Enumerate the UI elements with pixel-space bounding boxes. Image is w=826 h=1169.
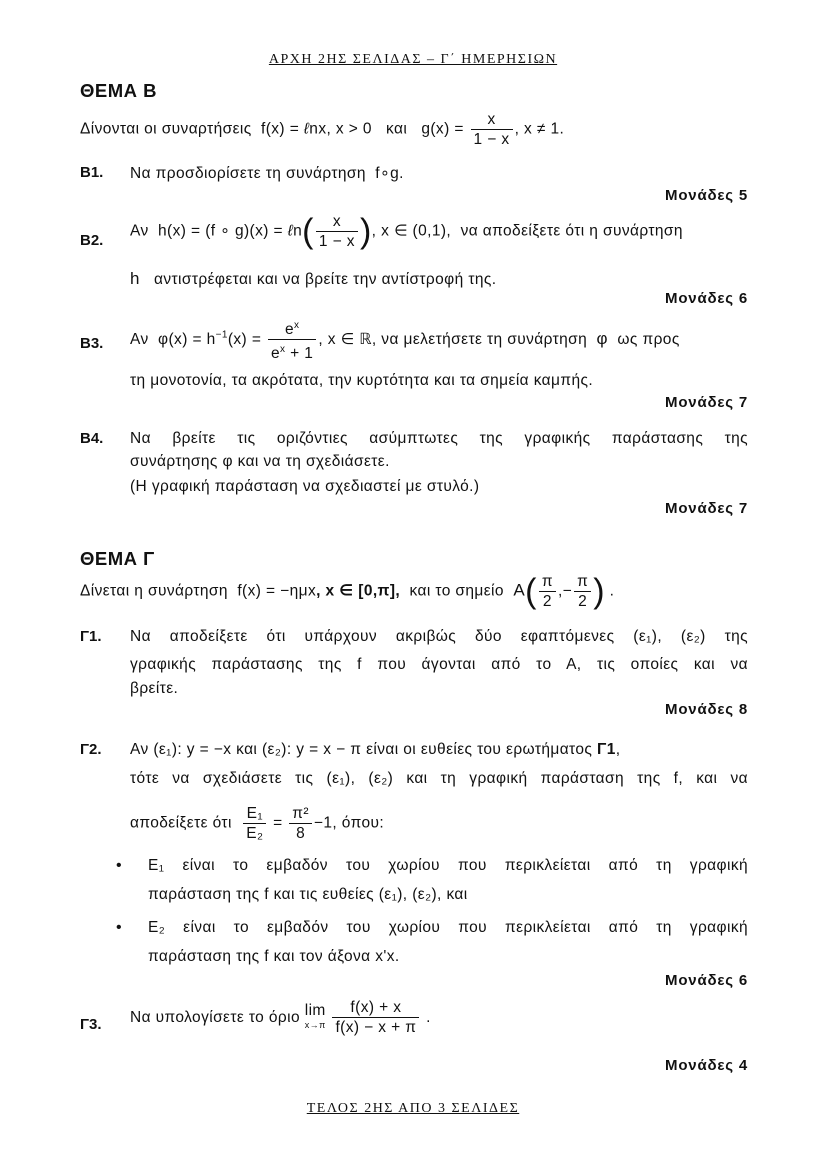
b2-question-line1 [130, 212, 748, 251]
b1-label: Β1. [80, 164, 104, 181]
eight: 8 [296, 825, 306, 842]
a-fraction2 [574, 572, 591, 611]
a-num1: π [539, 572, 556, 592]
b2-fraction [316, 212, 358, 251]
b3-num-e: e [284, 321, 294, 339]
b2-ln: n [293, 222, 303, 240]
bullet2-line2: παράσταση της f και τον άξονα x'x. [148, 948, 400, 965]
paren-close: ) [593, 572, 605, 611]
g-definition: g(x) = [421, 120, 464, 138]
b3-text: , να μελετήσετε τη συνάρτηση [371, 330, 588, 348]
page-footer: ΤΕΛΟΣ 2ΗΣ ΑΠΟ 3 ΣΕΛΙΔΕΣ [306, 1101, 520, 1116]
g2-line1-text: Αν (ε₁): y = −x και (ε₂): y = x − π είναι οι ευθείες του ερωτήματος [130, 741, 593, 758]
e1: E₁ [243, 804, 266, 824]
a-fraction1 [539, 572, 556, 611]
e-ratio-fraction [243, 804, 266, 843]
g2-prove-text: αποδείξετε ότι [130, 814, 232, 832]
a-den1: 2 [542, 593, 552, 610]
g3-fraction [332, 998, 419, 1037]
b3-sup: −1 [215, 329, 228, 341]
thema-b-intro [80, 110, 564, 149]
g2-comma: , [615, 741, 621, 758]
g3-denominator: f(x) − x + π [335, 1019, 417, 1036]
b3-den-sup: x [280, 344, 286, 356]
b2-numerator: x [316, 212, 358, 232]
lim-word: lim [304, 1001, 326, 1019]
g-f-definition: f(x) = −ημx [237, 582, 317, 600]
b4-points: Μονάδες 7 [665, 500, 748, 517]
g1-line1: Να αποδείξετε ότι υπάρχουν ακριβώς δύο εφαπτόμενες (ε₁), (ε₂) της [130, 628, 748, 645]
b2-denominator: 1 − x [318, 233, 355, 250]
a-sep: ,− [557, 582, 573, 600]
g3-text: Να υπολογίσετε το όριο [130, 1008, 301, 1026]
a-den2: 2 [578, 593, 588, 610]
g-fraction [471, 110, 513, 149]
b3-points: Μονάδες 7 [665, 394, 748, 411]
point-a-label: A [513, 580, 526, 600]
b3-label: Β3. [80, 335, 104, 352]
b2-points: Μονάδες 6 [665, 290, 748, 307]
b2-pre: Αν [130, 222, 149, 240]
b2-condition: , x ∈ (0,1), [371, 222, 452, 240]
bullet-dot-icon: • [116, 857, 122, 874]
thema-g-title: ΘΕΜΑ Γ [80, 548, 155, 569]
bullet1-line2: παράσταση της f και τις ευθείες (ε₁), (ε₂), και [148, 886, 468, 903]
g3-question [130, 998, 431, 1037]
intro-text: Δίνονται οι συναρτήσεις [80, 120, 252, 138]
g-condition: , x ∈ [0,π], [316, 582, 401, 600]
b3-pre: Αν [130, 330, 149, 348]
b3-num-sup: x [293, 320, 300, 331]
bullet-dot-icon: • [116, 919, 122, 936]
b4-line1: Να βρείτε τις οριζόντιες ασύμπτωτες της γραφικής παράστασης της [130, 430, 748, 447]
b3-question-line1 [130, 316, 680, 363]
pi-squared: π² [289, 804, 312, 824]
g1-line2: γραφικής παράστασης της f που άγονται από το Α, τις οποίες και να [130, 656, 748, 673]
a-num2: π [574, 572, 591, 592]
g3-end: . [426, 1008, 431, 1026]
ell-symbol: ℓ [303, 120, 310, 138]
b3-numerator [268, 316, 316, 340]
b3-math: φ(x) = h [158, 330, 216, 348]
b1-math: f∘g. [375, 165, 404, 182]
b2-line2: αντιστρέφεται και να βρείτε την αντίστροφή της. [153, 271, 497, 288]
paren-open: ( [525, 572, 537, 611]
paren-close: ) [359, 212, 372, 251]
g1-label: Γ1. [80, 628, 102, 645]
b3-question-line2: τη μονοτονία, τα ακρότατα, την κυρτότητα και τα σημεία καμπής. [130, 372, 594, 389]
b3-den-rest: + 1 [285, 345, 314, 363]
g3-label: Γ3. [80, 1016, 102, 1033]
equals: = [273, 814, 283, 832]
b3-condition: , x ∈ ℝ [318, 330, 372, 348]
b2-text: να αποδείξετε ότι η συνάρτηση [460, 222, 683, 240]
g2-tail: −1, όπου: [313, 814, 385, 832]
g-denominator: 1 − x [473, 131, 510, 148]
b3-denominator [268, 340, 316, 363]
b2-math: h(x) = (f ∘ g)(x) = [158, 222, 288, 240]
b3-den-e: e [271, 345, 281, 363]
kai-word: και [386, 120, 408, 138]
b2-label: Β2. [80, 232, 104, 249]
b4-label: Β4. [80, 430, 104, 447]
pi-fraction [289, 804, 312, 843]
b3-fraction [268, 316, 316, 363]
b3-text2: ως προς [617, 330, 680, 348]
g3-numerator: f(x) + x [332, 998, 419, 1018]
g2-line3 [130, 804, 384, 843]
b4-line2: συνάρτησης φ και να τη σχεδιάσετε. [130, 453, 390, 470]
f-definition-rest: nx, x > 0 [309, 120, 372, 138]
b4-line3: (Η γραφική παράσταση να σχεδιαστεί με στυλό.) [130, 478, 480, 495]
b2-h: h [130, 269, 140, 288]
b3-phi: φ [596, 328, 608, 348]
b3-math2: (x) = [227, 330, 262, 348]
limit-operator [304, 1001, 326, 1032]
g-condition: , x ≠ 1. [514, 120, 565, 138]
b1-points: Μονάδες 5 [665, 187, 748, 204]
bullet1-line1: E₁ είναι το εμβαδόν του χωρίου που περικλείεται από τη γραφική [148, 857, 748, 874]
lim-sub: x→π [304, 1019, 326, 1030]
g2-line1 [130, 741, 748, 759]
g-intro-text2: και το σημείο [409, 582, 504, 600]
b1-question [130, 164, 404, 183]
bullet2-line1: E₂ είναι το εμβαδόν του χωρίου που περικλείεται από τη γραφική [148, 919, 748, 936]
b2-question-line2 [130, 269, 496, 289]
g1-points: Μονάδες 8 [665, 701, 748, 718]
e2: E₂ [246, 825, 264, 842]
page-header: ΑΡΧΗ 2ΗΣ ΣΕΛΙΔΑΣ – Γ΄ ΗΜΕΡΗΣΙΩΝ [268, 52, 558, 67]
a-end: . [609, 582, 615, 600]
g1-line3: βρείτε. [130, 680, 179, 697]
g2-label: Γ2. [80, 741, 102, 758]
b1-text: Να προσδιορίσετε τη συνάρτηση [130, 165, 366, 182]
g-numerator: x [471, 110, 513, 130]
thema-g-intro [80, 572, 614, 611]
thema-b-title: ΘΕΜΑ Β [80, 80, 157, 101]
paren-open: ( [302, 212, 314, 251]
g-intro-text: Δίνεται η συνάρτηση [80, 582, 228, 600]
g3-points: Μονάδες 4 [665, 1057, 748, 1074]
f-definition: f(x) = [261, 120, 304, 138]
g2-points: Μονάδες 6 [665, 972, 748, 989]
g2-ref-g1: Γ1 [596, 741, 616, 758]
ell-symbol: ℓ [287, 222, 294, 240]
g2-line2: τότε να σχεδιάσετε τις (ε₁), (ε₂) και τη γραφική παράσταση της f, και να [130, 770, 748, 787]
